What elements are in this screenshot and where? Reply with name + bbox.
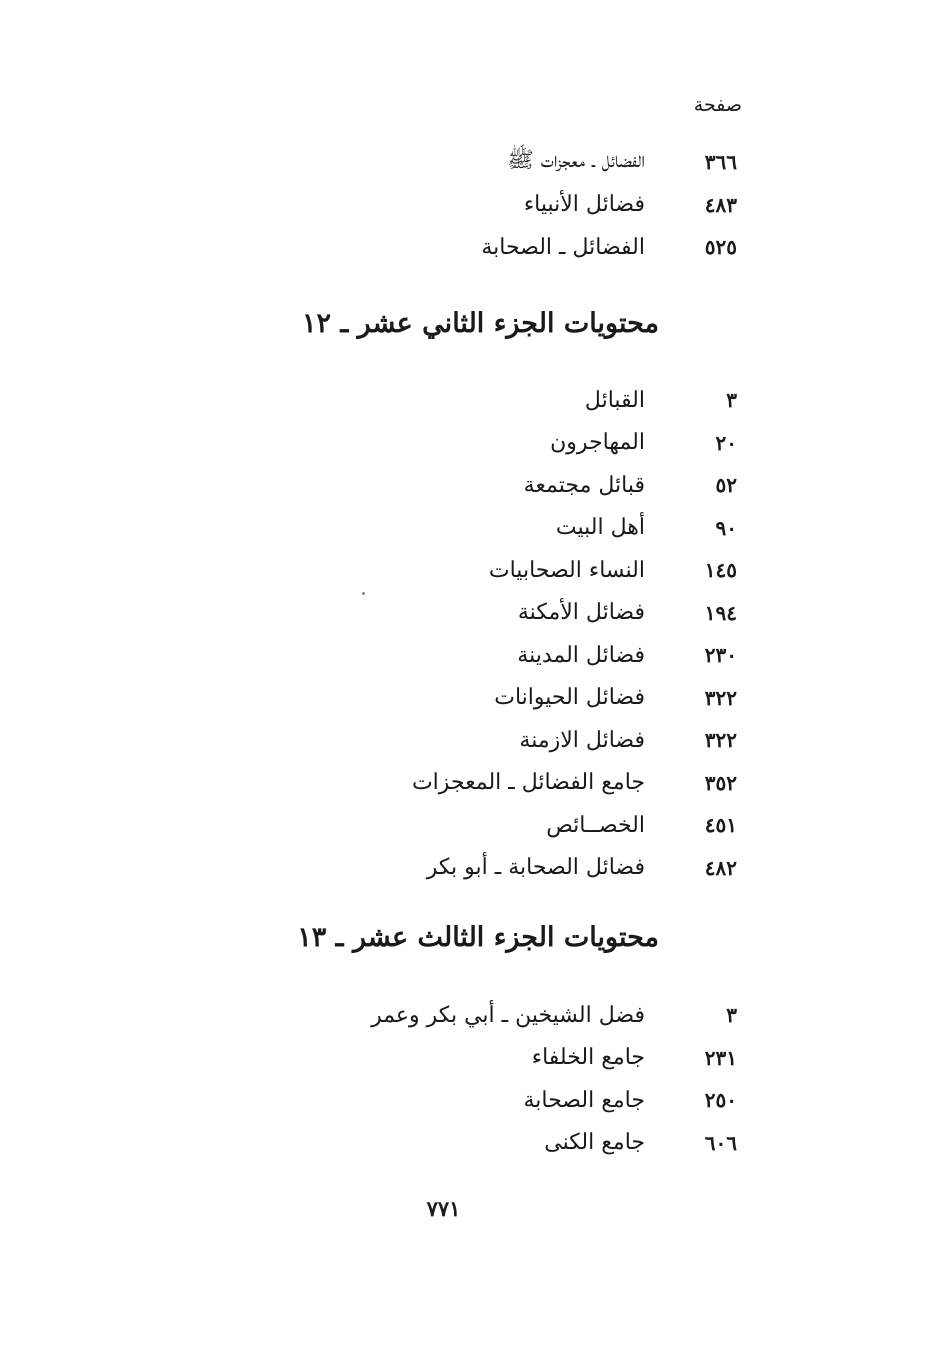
toc-entry-title: جامع الصحابة	[523, 1087, 645, 1113]
section-heading-volume-12: محتويات الجزء الثاني عشر ـ ١٢	[301, 308, 659, 339]
toc-entry	[412, 762, 737, 805]
toc-entry-page: ٤٨٢	[704, 855, 737, 880]
toc-entry-page: ٦٠٦	[704, 1130, 737, 1155]
toc-entry-title: فضائل الحيوانات	[494, 685, 645, 711]
toc-entry	[412, 592, 737, 635]
toc-entry	[412, 422, 737, 465]
toc-entry	[412, 464, 737, 507]
toc-list-volume-13	[371, 994, 737, 1164]
toc-entry-title: جامع الكنى	[544, 1130, 645, 1156]
toc-entry-page: ٣٥٢	[704, 770, 737, 795]
toc-entry	[371, 1079, 737, 1122]
toc-entry-page: ٣٢٢	[704, 685, 737, 710]
section-heading-volume-13: محتويات الجزء الثالث عشر ـ ١٣	[297, 922, 659, 953]
toc-entry-title: الخصــائص	[546, 812, 645, 838]
toc-entry	[412, 677, 737, 720]
toc-entry	[481, 184, 737, 227]
toc-entry-page: ٣	[726, 388, 737, 413]
toc-entry-title: فضائل الازمنة	[519, 727, 645, 753]
toc-entry-title: جامع الفضائل ـ المعجزات	[411, 770, 645, 796]
toc-list-previous	[481, 141, 737, 269]
toc-entry-page: ٥٢	[715, 473, 737, 498]
toc-entry	[371, 1037, 737, 1080]
toc-entry-page: ٢٥٠	[704, 1088, 737, 1113]
toc-entry-page: ٢٠	[715, 430, 737, 455]
toc-entry	[412, 847, 737, 890]
toc-entry	[412, 804, 737, 847]
toc-entry-title: فضائل الصحابة ـ أبو بكر	[426, 855, 645, 881]
toc-entry-title: فضائل الأنبياء	[523, 192, 645, 218]
toc-entry	[481, 141, 737, 184]
page-number: ٧٧١	[426, 1196, 461, 1221]
toc-entry-title: قبائل مجتمعة	[523, 472, 645, 498]
toc-entry-title: فضائل الأمكنة	[517, 600, 645, 626]
toc-entry	[371, 994, 737, 1037]
toc-entry-page: ٢٣٠	[704, 643, 737, 668]
toc-entry-page: ٤٥١	[704, 813, 737, 838]
toc-entry-title: الفضائل ـ معجزات ﷺ	[507, 148, 645, 174]
toc-entry	[412, 549, 737, 592]
toc-entry	[412, 634, 737, 677]
toc-list-volume-12	[412, 379, 737, 889]
toc-entry-title: جامع الخلفاء	[531, 1045, 645, 1071]
toc-entry-page: ٣٢٢	[704, 728, 737, 753]
toc-entry	[412, 379, 737, 422]
toc-entry-page: ٤٨٣	[704, 192, 737, 217]
toc-entry-title: فضائل المدينة	[517, 642, 645, 668]
scan-speck	[362, 592, 365, 595]
toc-entry-page: ١٤٥	[704, 558, 737, 583]
toc-entry-page: ١٩٤	[704, 600, 737, 625]
toc-entry-page: ٩٠	[715, 515, 737, 540]
toc-entry-page: ٣	[726, 1003, 737, 1028]
toc-entry	[412, 719, 737, 762]
toc-entry-title: النساء الصحابيات	[488, 557, 645, 583]
toc-entry-title: أهل البيت	[555, 515, 645, 541]
toc-entry	[371, 1122, 737, 1165]
toc-entry-title: القبائل	[584, 387, 645, 413]
toc-entry-title: الفضائل ـ الصحابة	[481, 234, 645, 260]
toc-entry-title: المهاجرون	[550, 430, 645, 456]
toc-entry	[412, 507, 737, 550]
toc-entry-page: ٢٣١	[704, 1045, 737, 1070]
toc-entry-page: ٣٦٦	[704, 150, 737, 175]
toc-entry	[481, 226, 737, 269]
page-column-label: صفحة	[693, 94, 742, 116]
toc-entry-title: فضل الشيخين ـ أبي بكر وعمر	[371, 1002, 645, 1028]
toc-entry-page: ٥٢٥	[704, 235, 737, 260]
